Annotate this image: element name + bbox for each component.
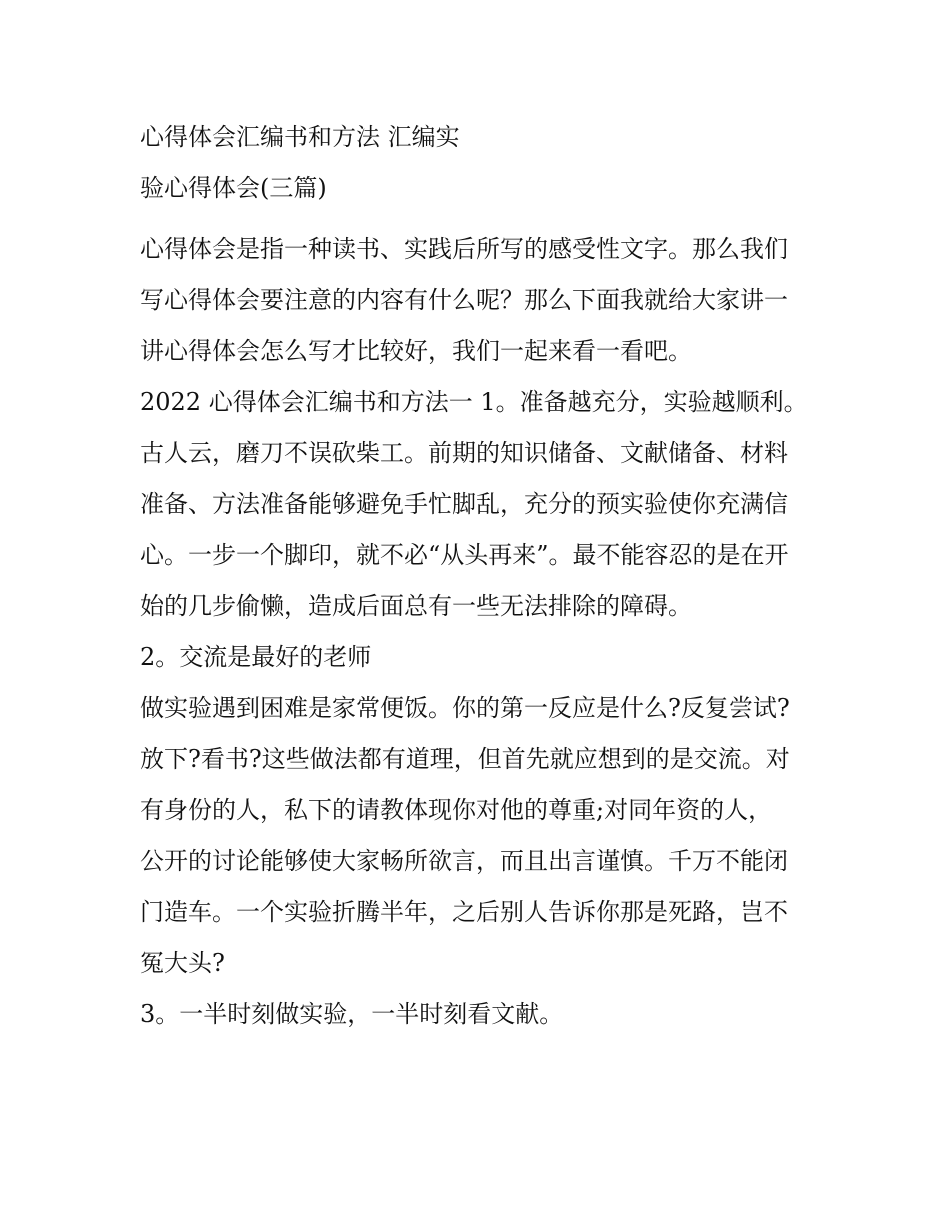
document-title: [140, 112, 812, 214]
section-heading: 3。一半时刻做实验，一半时刻看文献。: [140, 1000, 564, 1028]
body-line: 公开的讨论能够使大家畅所欲言，而且出言谨慎。千万不能闭: [140, 847, 788, 875]
body-line: 始的几步偷懒，造成后面总有一些无法排除的障碍。: [140, 592, 692, 620]
title-line: 验心得体会(三篇): [140, 174, 327, 202]
document-page: [140, 112, 812, 1040]
body-line: 做实验遇到困难是家常便饭。你的第一反应是什么?反复尝试?: [140, 694, 790, 722]
section-heading: 2。交流是最好的老师: [140, 643, 372, 671]
body-line: 2022 心得体会汇编书和方法一 1。准备越充分，实验越顺利。: [140, 388, 808, 416]
body-line: 冤大头?: [140, 949, 225, 977]
body-line: 心。一步一个脚印，就不必“从头再来”。最不能容忍的是在开: [140, 541, 789, 569]
body-line: 讲心得体会怎么写才比较好，我们一起来看一看吧。: [140, 337, 692, 365]
body-line: 门造车。一个实验折腾半年，之后别人告诉你那是死路，岂不: [140, 898, 788, 926]
body-line: 准备、方法准备能够避免手忙脚乱，充分的预实验使你充满信: [140, 490, 788, 518]
body-line: 写心得体会要注意的内容有什么呢？那么下面我就给大家讲一: [140, 286, 788, 314]
body-line: 放下?看书?这些做法都有道理，但首先就应想到的是交流。对: [140, 745, 790, 773]
body-line: 心得体会是指一种读书、实践后所写的感受性文字。那么我们: [140, 235, 788, 263]
body-line: 古人云，磨刀不误砍柴工。前期的知识储备、文献储备、材料: [140, 439, 788, 467]
title-line: 心得体会汇编书和方法 汇编实: [140, 123, 460, 151]
body-line: 有身份的人，私下的请教体现你对他的尊重;对同年资的人，: [140, 796, 773, 824]
document-body: [140, 224, 812, 1040]
